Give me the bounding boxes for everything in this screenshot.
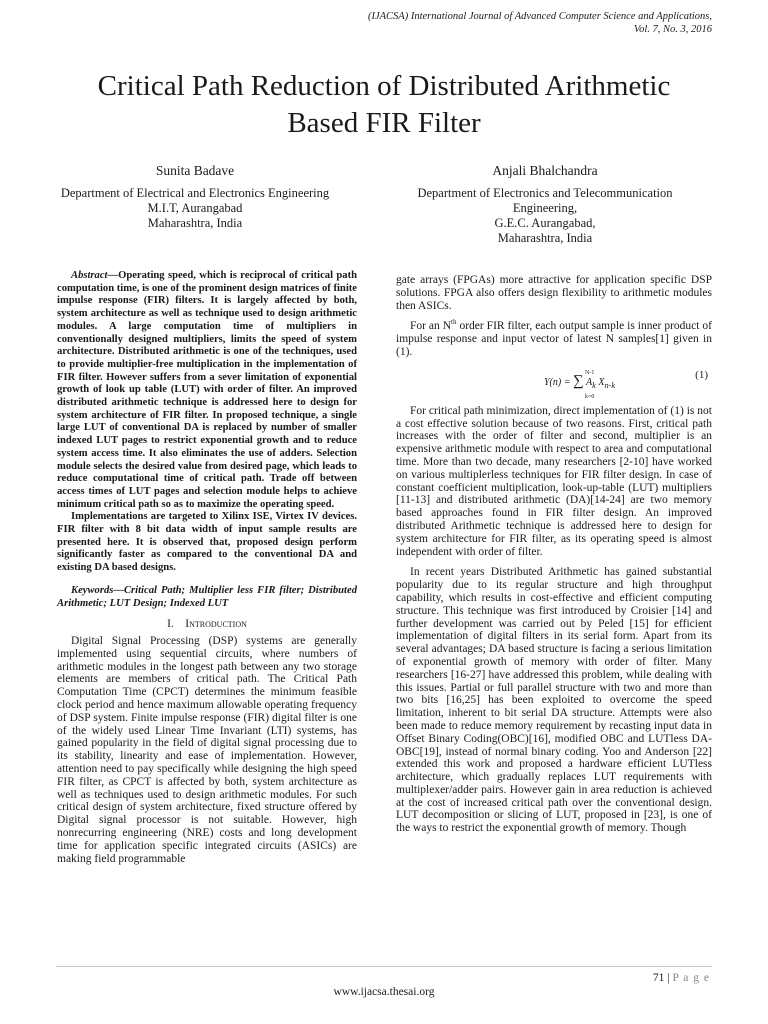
sum-lower-limit: k=0 [585,393,595,400]
author-block-2 [400,163,690,246]
continued-paragraph: gate arrays (FPGAs) more attractive for application specific DSP solutions. FPGA also offers design flexibility to arithmetic modules then ASICs. [396,274,712,312]
title-line-1: Critical Path Reduction of Distributed Arithmetic [97,70,671,102]
nth-text-a: For an N [410,320,452,333]
sum-upper-limit: N-1 [585,369,595,376]
keywords-text: ; Multiplier less FIR filter; Distributed Arithmetic; LUT Design; Indexed LUT [57,584,357,609]
journal-header [368,10,712,36]
page-separator: | [664,972,673,984]
var-subscript: n-k [604,380,616,390]
author-name: Anjali Bhalchandra [492,163,598,178]
affiliation-line: Department of Electronics and Telecommunication [417,186,673,200]
nth-order-paragraph [396,320,712,358]
affiliation-line: Maharashtra, India [147,216,243,230]
journal-volume: Vol. 7, No. 3, 2016 [633,24,712,35]
journal-name: (IJACSA) International Journal of Advanced Computer Science and Applications, [367,11,712,22]
journal-url: www.ijacsa.thesai.org [333,986,435,998]
section-title: Introduction [185,618,247,631]
page-label: P a g e [672,972,710,984]
abstract-lead: Abstract [71,270,108,281]
affiliation-line: Maharashtra, India [497,231,593,245]
recent-years-paragraph: In recent years Distributed Arithmetic has gained substantial popularity due to its regular structure and high throughput capability, which results in cost-effective and efficient computing structure. This technique was first introduced by Croisier [14] and further development was carried out by Peled [15] for efficient implementation of digital filters in its serial form. Apart from its several advantages; DA based structure is facing a serious limitation of exponential growth of memory with order of filter. Many researchers [16-27] have addressed this problem, while dealing with this issues. Partial or full parallel structure with two and more than two bits [16,25] has been exploited to overcome the speed limitation, inherent to bit serial DA structure. Attempts were also been made to reduce memory requirement by recasting input data in Offset Binary Coding(OBC)[16], modified OBC and LUTless DA-OBC[19], instead of normal binary coding. Yoo and Anderson [22] extended this work and proposed a hardware efficient LUTless architecture, which gradually replaces LUT requirements with multiplexer/adder pairs. However gain in area reduction is achieved at the cost of increased critical path over the conventional design. LUT decomposition or slicing of LUT, proposed in [23], is one of the ways to restrict the exponential growth of memory. Though [396,566,712,835]
footer-divider [56,966,712,967]
abstract [57,270,357,511]
coef-subscript: k [592,380,596,390]
section-number: I. [167,618,174,631]
author-name: Sunita Badave [155,163,235,178]
section-heading [57,618,357,631]
page-number [653,972,710,984]
intro-paragraph: Digital Signal Processing (DSP) systems are generally implemented using sequential circuits, where numbers of arithmetic modules in the longest path between any two storage elements are members of critical path. The Critical Path Computation Time (CPCT) determines the minimum feasible clock period and hence maximum allowable operating frequency of DSP system. Finite impulse response (FIR) digital filter is one of the widely used Linear Time Invariant (LTI) systems, has gained popularity in the field of digital signal processing due to its stability, linearity and ease of implementation. However, attention need to pay specifically while designing the high speed FIR filter, as CPCT is affected by both, system architecture as well as techniques used to design arithmetic modules. For such critical design of system architecture, fixed structure offered by Digital signal processor is not suitable. However, high nonrecurring engineering (NRE) costs and long development time for application specific integrated circuits (ASICs) are making field programmable [57,635,357,865]
page-number-value: 71 [652,972,665,984]
keywords-lead: Keywords—Critical Path [71,584,182,596]
title-line-2: Based FIR Filter [287,107,481,139]
equation-lhs: Y(n) = [544,376,571,388]
paper-title [40,68,728,142]
equation-1 [396,367,712,399]
nth-text-b: order FIR filter, each output sample is inner product of impulse response and input vector of latest N samples[1] given in (1). [396,320,712,358]
author-block-1 [60,163,330,231]
keywords [57,585,357,610]
abstract-text: —Operating speed, which is reciprocal of critical path computation time, is one of the prominent design matrices of finite impulse response (FIR) filters. It is largely affected by both, system architecture as well as technique used to design arithmetic modules. A large computation time of multipliers in conventionally designed multipliers, limits the speed of system architecture. Distributed arithmetic is one of the techniques, used to provide multiplier-free multiplication in the implementation of FIR filter. However suffers from a sever limitation of exponential growth of look up table (LUT) with order of filter. An improved distributed arithmetic technique is addressed here to design for system architecture of FIR filter. In proposed technique, a single large LUT of conventional DA is replaced by number of smaller indexed LUT pages to restrict exponential growth and to reduce system access time. It also eliminates the use of adders. Selection module selects the desired value from desired page, which leads to reduce computational time of critical path. Trade off between access times of LUT pages and selection module helps to achieve minimum critical path so as to maximize the operating speed. [57,270,357,510]
left-column [57,270,357,865]
sum-symbol: ∑ [572,372,584,389]
critical-path-paragraph: For critical path minimization, direct implementation of (1) is not a cost effective solution because of two reasons. First, critical path increases with the order of filter and second, multiplier is an expensive arithmetic module with respect to area and computational time. More than two decade, many researchers [2-10] have worked on various multiplerless techniques for FIR filter design. In case of constant coefficient multiplication, look-up-table (LUT) multipliers [11-13] and distributed arithmetic (DA)[14-24] are two memory based approaches found in FIR filter design. An improved distributed Arithmetic technique is addressed here to design for system architecture for FIR filter, as its operating speed is almost independent with order of filter. [396,404,712,558]
abstract-paragraph-2: Implementations are targeted to Xilinx ISE, Virtex IV devices. FIR filter with 8 bit data width of input sample results are presented here. It is observed that, proposed design perform significantly faster as compared to the conventional DA and existing DA based designs. [57,511,357,574]
nth-superscript: th [451,318,457,327]
equation-number: (1) [695,368,708,381]
equation-var: X [598,376,605,388]
equation-coef: A [586,376,593,388]
affiliation-line: Engineering, [512,201,578,215]
affiliation-line: G.E.C. Aurangabad, [494,216,596,230]
affiliation-line: M.I.T, Aurangabad [147,201,243,215]
affiliation-line: Department of Electrical and Electronics Engineering [60,186,330,200]
right-column [396,274,712,835]
